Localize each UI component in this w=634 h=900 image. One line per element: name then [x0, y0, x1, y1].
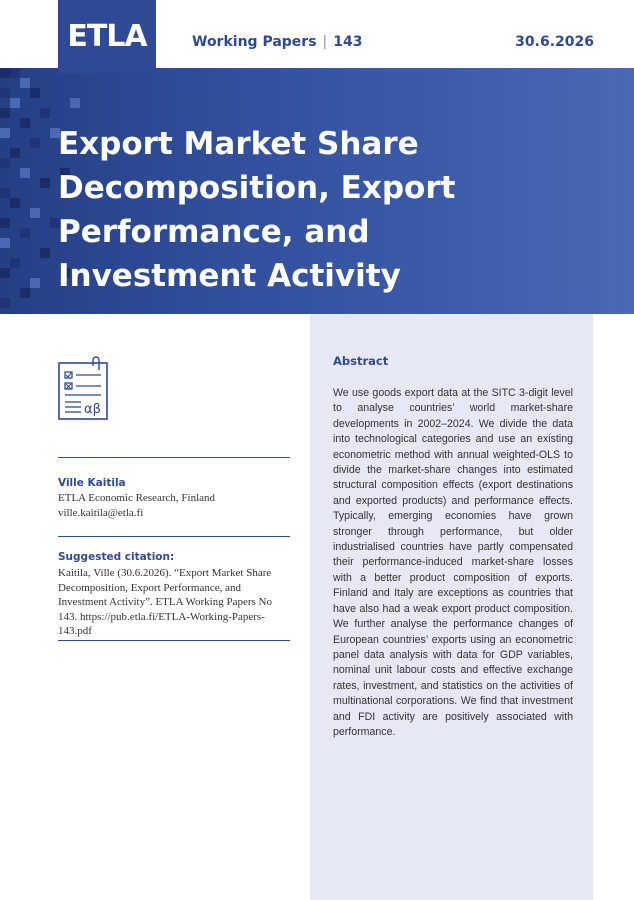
pixel-block	[0, 128, 10, 138]
pixel-block	[30, 208, 40, 218]
pixel-block	[30, 278, 40, 288]
pixel-block	[10, 68, 20, 78]
abstract-heading: Abstract	[333, 354, 389, 368]
pixel-block	[20, 78, 30, 88]
pixel-block	[10, 98, 20, 108]
abstract-text: We use goods export data at the SITC 3-digit level to analyse countries’ world market-share developments in 2002–2024. We divide the data into technological categories and use an existing econometric method with annual weighted-OLS to divide the market-share changes into estimated structural composition effects (export destinations and exported products) and performance effects. Typically, emerging economies have grown stronger through performance, but older industrialised countries have partly compensated their performance-induced market-share losses with a better product composition of exports. Finland and Italy are exceptions as countries that have also had a weak export product composition. We further analyse the performance changes of European countries’ exports using an econometric panel data analysis with data for GDP variables, nominal unit labour costs and effective exchange rates, investment, and statistics on the activities of multinational corporations. We find that investment and FDI activity are positively associated with performance.	[333, 387, 573, 738]
pixel-block	[30, 138, 40, 148]
pixel-block	[0, 158, 10, 168]
document-icon	[55, 356, 111, 422]
pixel-block	[0, 108, 10, 118]
divider-author	[58, 457, 290, 458]
pixel-block	[20, 288, 30, 298]
author-affiliation: ETLA Economic Research, Finland	[58, 492, 216, 504]
pixel-block	[20, 118, 30, 128]
pixel-block	[0, 218, 10, 228]
pixel-block	[0, 298, 10, 308]
citation-heading: Suggested citation:	[58, 551, 175, 563]
publication-date: 30.6.2026	[515, 34, 594, 50]
citation-text: Kaitila, Ville (30.6.2026). “Export Market Share Decomposition, Export Performance, and Investment Activity”. ETLA Working Papers No 143. https://pub.etla.fi/ETLA-Working-Papers-143.pdf	[58, 567, 272, 638]
pixel-block	[0, 88, 10, 98]
divider-citation-bottom	[58, 640, 290, 641]
author-name: Ville Kaitila	[58, 477, 126, 489]
divider-citation-top	[58, 536, 290, 537]
pixel-block	[10, 148, 20, 158]
pixel-block	[0, 268, 10, 278]
pixel-block	[40, 248, 50, 258]
icon-glyph: αβ	[84, 402, 101, 417]
pixel-block	[30, 88, 40, 98]
pixel-block	[40, 178, 50, 188]
pixel-block	[20, 168, 30, 178]
author-email: ville.kaitila@etla.fi	[58, 507, 144, 519]
pixel-block	[10, 258, 20, 268]
pixel-block	[0, 238, 10, 248]
series-name: Working Papers	[192, 34, 317, 50]
pixel-block	[40, 108, 50, 118]
series-label	[192, 34, 362, 50]
etla-logo	[58, 0, 156, 73]
pixel-block	[0, 68, 10, 78]
pixel-block	[0, 188, 10, 198]
series-separator: |	[322, 34, 328, 50]
pixel-block	[20, 228, 30, 238]
series-number: 143	[333, 34, 363, 50]
pixel-block	[70, 98, 80, 108]
logo-text: ETLA	[67, 19, 147, 54]
paper-title: Export Market Share Decomposition, Export Performance, and Investment Activity	[58, 126, 456, 294]
pixel-block	[10, 198, 20, 208]
